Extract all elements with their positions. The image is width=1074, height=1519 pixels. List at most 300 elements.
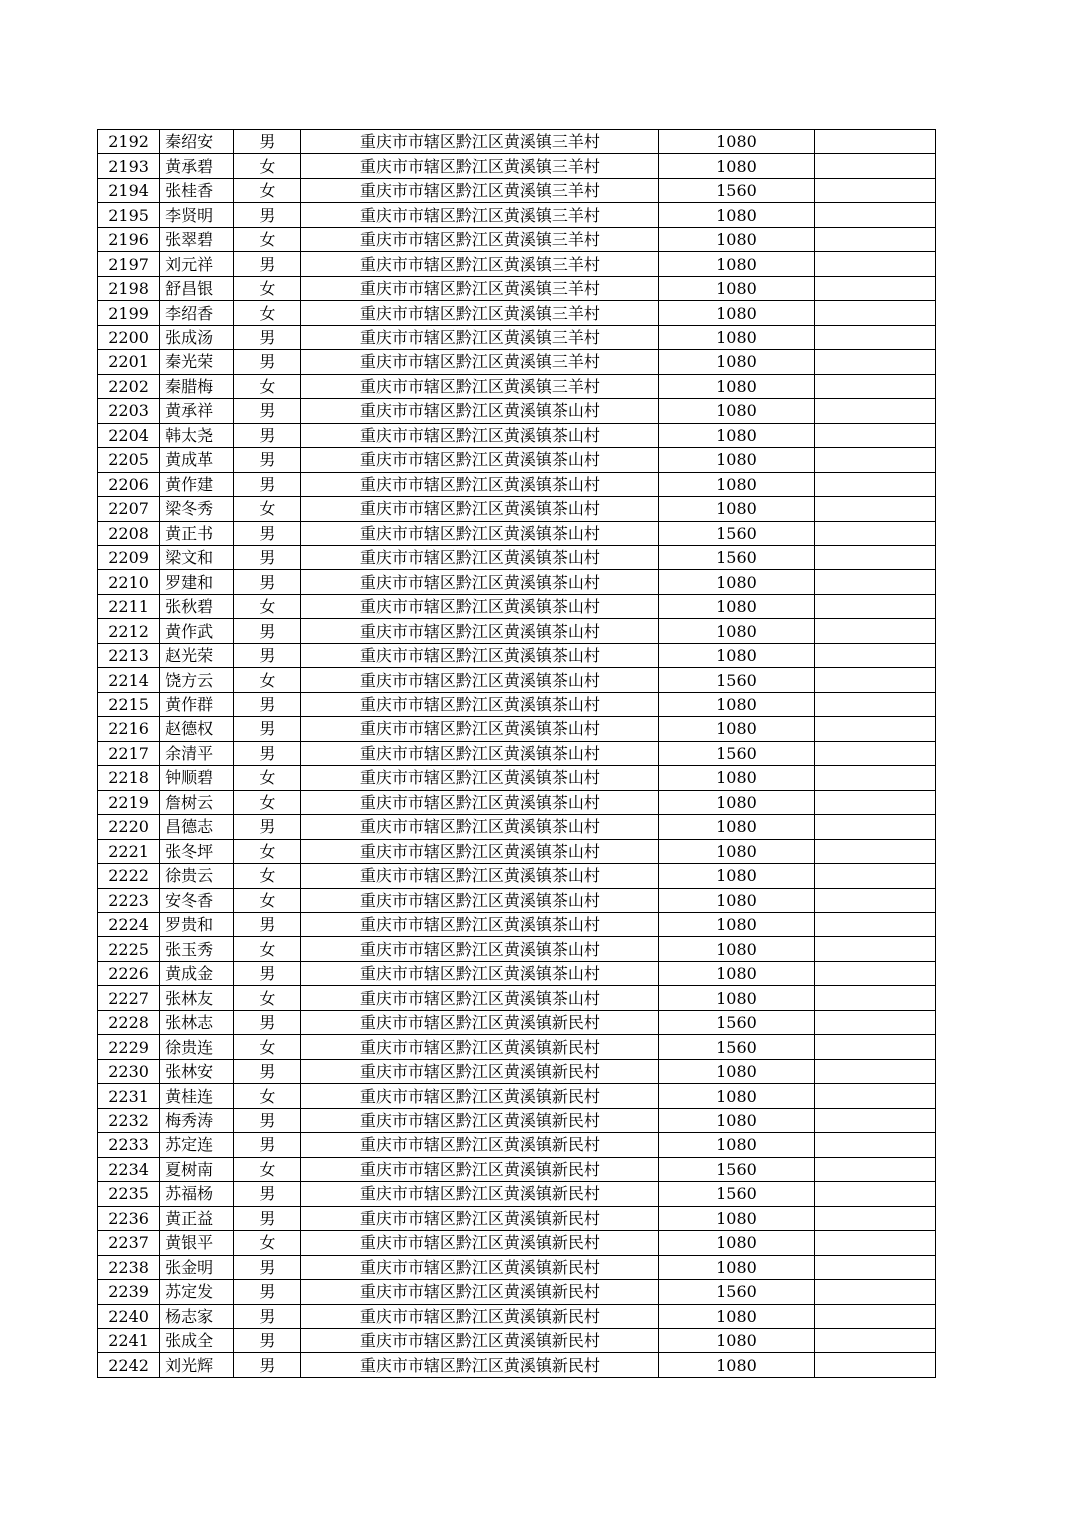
table-row [98, 1353, 936, 1377]
table-row [98, 961, 936, 985]
row-number-cell: 2198 [98, 276, 160, 300]
note-cell [814, 325, 935, 349]
address-cell: 重庆市市辖区黔江区黄溪镇新民村 [301, 1231, 659, 1255]
note-cell [814, 423, 935, 447]
note-cell [814, 399, 935, 423]
person-name-cell: 黄承祥 [160, 399, 234, 423]
row-number-cell: 2222 [98, 864, 160, 888]
address-cell: 重庆市市辖区黔江区黄溪镇茶山村 [301, 692, 659, 716]
person-name-cell: 昌德志 [160, 815, 234, 839]
amount-cell: 1080 [659, 790, 814, 814]
address-cell: 重庆市市辖区黔江区黄溪镇新民村 [301, 1035, 659, 1059]
row-number-cell: 2230 [98, 1059, 160, 1083]
gender-cell: 男 [234, 399, 301, 423]
person-name-cell: 张翠碧 [160, 227, 234, 251]
address-cell: 重庆市市辖区黔江区黄溪镇茶山村 [301, 423, 659, 447]
address-cell: 重庆市市辖区黔江区黄溪镇新民村 [301, 1255, 659, 1279]
amount-cell: 1080 [659, 619, 814, 643]
address-cell: 重庆市市辖区黔江区黄溪镇新民村 [301, 1084, 659, 1108]
table-row [98, 741, 936, 765]
gender-cell: 男 [234, 717, 301, 741]
table-row [98, 815, 936, 839]
table-row [98, 276, 936, 300]
note-cell [814, 913, 935, 937]
amount-cell: 1080 [659, 448, 814, 472]
amount-cell: 1080 [659, 325, 814, 349]
person-name-cell: 梁文和 [160, 545, 234, 569]
person-name-cell: 张桂香 [160, 178, 234, 202]
person-name-cell: 张林友 [160, 986, 234, 1010]
table-row [98, 252, 936, 276]
address-cell: 重庆市市辖区黔江区黄溪镇新民村 [301, 1133, 659, 1157]
note-cell [814, 154, 935, 178]
row-number-cell: 2219 [98, 790, 160, 814]
gender-cell: 女 [234, 1231, 301, 1255]
row-number-cell: 2214 [98, 668, 160, 692]
note-cell [814, 839, 935, 863]
person-name-cell: 梅秀涛 [160, 1108, 234, 1132]
person-name-cell: 刘光辉 [160, 1353, 234, 1377]
person-name-cell: 黄成金 [160, 961, 234, 985]
row-number-cell: 2197 [98, 252, 160, 276]
table-row [98, 594, 936, 618]
address-cell: 重庆市市辖区黔江区黄溪镇新民村 [301, 1328, 659, 1352]
table-row [98, 350, 936, 374]
person-name-cell: 黄作群 [160, 692, 234, 716]
row-number-cell: 2205 [98, 448, 160, 472]
table-row [98, 692, 936, 716]
row-number-cell: 2231 [98, 1084, 160, 1108]
address-cell: 重庆市市辖区黔江区黄溪镇茶山村 [301, 594, 659, 618]
note-cell [814, 937, 935, 961]
table-row [98, 1010, 936, 1034]
table-row [98, 986, 936, 1010]
person-name-cell: 黄承碧 [160, 154, 234, 178]
row-number-cell: 2238 [98, 1255, 160, 1279]
address-cell: 重庆市市辖区黔江区黄溪镇茶山村 [301, 668, 659, 692]
person-name-cell: 黄银平 [160, 1231, 234, 1255]
table-row [98, 227, 936, 251]
amount-cell: 1080 [659, 1133, 814, 1157]
person-name-cell: 秦腊梅 [160, 374, 234, 398]
address-cell: 重庆市市辖区黔江区黄溪镇新民村 [301, 1059, 659, 1083]
address-cell: 重庆市市辖区黔江区黄溪镇三羊村 [301, 301, 659, 325]
address-cell: 重庆市市辖区黔江区黄溪镇茶山村 [301, 937, 659, 961]
gender-cell: 男 [234, 1280, 301, 1304]
address-cell: 重庆市市辖区黔江区黄溪镇茶山村 [301, 399, 659, 423]
gender-cell: 男 [234, 1304, 301, 1328]
amount-cell: 1560 [659, 1280, 814, 1304]
table-row [98, 521, 936, 545]
gender-cell: 男 [234, 961, 301, 985]
row-number-cell: 2241 [98, 1328, 160, 1352]
row-number-cell: 2221 [98, 839, 160, 863]
gender-cell: 男 [234, 619, 301, 643]
address-cell: 重庆市市辖区黔江区黄溪镇茶山村 [301, 986, 659, 1010]
address-cell: 重庆市市辖区黔江区黄溪镇三羊村 [301, 227, 659, 251]
gender-cell: 男 [234, 1206, 301, 1230]
note-cell [814, 1010, 935, 1034]
person-name-cell: 詹树云 [160, 790, 234, 814]
amount-cell: 1080 [659, 1353, 814, 1377]
person-name-cell: 张林志 [160, 1010, 234, 1034]
table-row [98, 839, 936, 863]
table-row [98, 130, 936, 154]
address-cell: 重庆市市辖区黔江区黄溪镇新民村 [301, 1182, 659, 1206]
table-row [98, 203, 936, 227]
person-name-cell: 余清平 [160, 741, 234, 765]
note-cell [814, 1157, 935, 1181]
table-row [98, 913, 936, 937]
amount-cell: 1560 [659, 668, 814, 692]
gender-cell: 女 [234, 839, 301, 863]
address-cell: 重庆市市辖区黔江区黄溪镇茶山村 [301, 888, 659, 912]
row-number-cell: 2217 [98, 741, 160, 765]
gender-cell: 男 [234, 1108, 301, 1132]
table-row [98, 178, 936, 202]
note-cell [814, 1280, 935, 1304]
gender-cell: 男 [234, 203, 301, 227]
table-row [98, 497, 936, 521]
table-row [98, 1133, 936, 1157]
row-number-cell: 2237 [98, 1231, 160, 1255]
person-name-cell: 张成全 [160, 1328, 234, 1352]
gender-cell: 男 [234, 325, 301, 349]
row-number-cell: 2216 [98, 717, 160, 741]
gender-cell: 男 [234, 741, 301, 765]
table-row [98, 937, 936, 961]
note-cell [814, 1206, 935, 1230]
row-number-cell: 2236 [98, 1206, 160, 1230]
gender-cell: 女 [234, 276, 301, 300]
amount-cell: 1080 [659, 301, 814, 325]
amount-cell: 1080 [659, 961, 814, 985]
address-cell: 重庆市市辖区黔江区黄溪镇茶山村 [301, 913, 659, 937]
address-cell: 重庆市市辖区黔江区黄溪镇三羊村 [301, 276, 659, 300]
address-cell: 重庆市市辖区黔江区黄溪镇三羊村 [301, 203, 659, 227]
note-cell [814, 888, 935, 912]
person-name-cell: 苏福杨 [160, 1182, 234, 1206]
note-cell [814, 276, 935, 300]
row-number-cell: 2202 [98, 374, 160, 398]
amount-cell: 1080 [659, 766, 814, 790]
person-name-cell: 苏定连 [160, 1133, 234, 1157]
amount-cell: 1560 [659, 521, 814, 545]
address-cell: 重庆市市辖区黔江区黄溪镇三羊村 [301, 350, 659, 374]
amount-cell: 1080 [659, 570, 814, 594]
gender-cell: 男 [234, 350, 301, 374]
person-name-cell: 舒昌银 [160, 276, 234, 300]
amount-cell: 1080 [659, 423, 814, 447]
row-number-cell: 2234 [98, 1157, 160, 1181]
table-row [98, 643, 936, 667]
address-cell: 重庆市市辖区黔江区黄溪镇三羊村 [301, 130, 659, 154]
gender-cell: 女 [234, 301, 301, 325]
table-row [98, 423, 936, 447]
amount-cell: 1080 [659, 1084, 814, 1108]
table-row [98, 472, 936, 496]
address-cell: 重庆市市辖区黔江区黄溪镇茶山村 [301, 545, 659, 569]
note-cell [814, 178, 935, 202]
table-row [98, 1182, 936, 1206]
amount-cell: 1560 [659, 1157, 814, 1181]
person-name-cell: 夏树南 [160, 1157, 234, 1181]
address-cell: 重庆市市辖区黔江区黄溪镇三羊村 [301, 154, 659, 178]
amount-cell: 1080 [659, 1059, 814, 1083]
note-cell [814, 350, 935, 374]
amount-cell: 1080 [659, 986, 814, 1010]
table-row [98, 888, 936, 912]
row-number-cell: 2226 [98, 961, 160, 985]
person-name-cell: 钟顺碧 [160, 766, 234, 790]
amount-cell: 1080 [659, 594, 814, 618]
table-row [98, 1206, 936, 1230]
row-number-cell: 2196 [98, 227, 160, 251]
amount-cell: 1560 [659, 741, 814, 765]
address-cell: 重庆市市辖区黔江区黄溪镇茶山村 [301, 864, 659, 888]
table-row [98, 154, 936, 178]
address-cell: 重庆市市辖区黔江区黄溪镇茶山村 [301, 839, 659, 863]
person-name-cell: 饶方云 [160, 668, 234, 692]
row-number-cell: 2242 [98, 1353, 160, 1377]
person-name-cell: 赵光荣 [160, 643, 234, 667]
address-cell: 重庆市市辖区黔江区黄溪镇茶山村 [301, 521, 659, 545]
amount-cell: 1080 [659, 864, 814, 888]
address-cell: 重庆市市辖区黔江区黄溪镇茶山村 [301, 815, 659, 839]
gender-cell: 女 [234, 154, 301, 178]
table-row [98, 1255, 936, 1279]
amount-cell: 1560 [659, 178, 814, 202]
person-name-cell: 张冬坪 [160, 839, 234, 863]
gender-cell: 男 [234, 913, 301, 937]
amount-cell: 1080 [659, 252, 814, 276]
row-number-cell: 2215 [98, 692, 160, 716]
address-cell: 重庆市市辖区黔江区黄溪镇新民村 [301, 1280, 659, 1304]
note-cell [814, 815, 935, 839]
amount-cell: 1080 [659, 643, 814, 667]
row-number-cell: 2232 [98, 1108, 160, 1132]
gender-cell: 男 [234, 130, 301, 154]
person-name-cell: 秦光荣 [160, 350, 234, 374]
note-cell [814, 766, 935, 790]
table-row [98, 448, 936, 472]
table-row [98, 1304, 936, 1328]
amount-cell: 1080 [659, 227, 814, 251]
amount-cell: 1080 [659, 717, 814, 741]
note-cell [814, 1231, 935, 1255]
address-cell: 重庆市市辖区黔江区黄溪镇新民村 [301, 1304, 659, 1328]
amount-cell: 1080 [659, 399, 814, 423]
table-row [98, 1059, 936, 1083]
note-cell [814, 545, 935, 569]
amount-cell: 1080 [659, 1231, 814, 1255]
address-cell: 重庆市市辖区黔江区黄溪镇新民村 [301, 1108, 659, 1132]
gender-cell: 女 [234, 766, 301, 790]
row-number-cell: 2203 [98, 399, 160, 423]
roster-body [98, 130, 936, 1378]
note-cell [814, 301, 935, 325]
row-number-cell: 2233 [98, 1133, 160, 1157]
note-cell [814, 741, 935, 765]
row-number-cell: 2193 [98, 154, 160, 178]
note-cell [814, 252, 935, 276]
note-cell [814, 692, 935, 716]
person-name-cell: 黄桂连 [160, 1084, 234, 1108]
amount-cell: 1080 [659, 497, 814, 521]
amount-cell: 1080 [659, 1304, 814, 1328]
note-cell [814, 864, 935, 888]
row-number-cell: 2199 [98, 301, 160, 325]
note-cell [814, 448, 935, 472]
address-cell: 重庆市市辖区黔江区黄溪镇茶山村 [301, 717, 659, 741]
note-cell [814, 1353, 935, 1377]
gender-cell: 女 [234, 374, 301, 398]
address-cell: 重庆市市辖区黔江区黄溪镇三羊村 [301, 374, 659, 398]
amount-cell: 1080 [659, 374, 814, 398]
gender-cell: 男 [234, 1059, 301, 1083]
person-name-cell: 罗贵和 [160, 913, 234, 937]
row-number-cell: 2227 [98, 986, 160, 1010]
table-row [98, 1157, 936, 1181]
note-cell [814, 961, 935, 985]
note-cell [814, 1182, 935, 1206]
gender-cell: 女 [234, 178, 301, 202]
address-cell: 重庆市市辖区黔江区黄溪镇茶山村 [301, 790, 659, 814]
amount-cell: 1560 [659, 1035, 814, 1059]
note-cell [814, 643, 935, 667]
person-name-cell: 苏定发 [160, 1280, 234, 1304]
gender-cell: 男 [234, 570, 301, 594]
note-cell [814, 1108, 935, 1132]
row-number-cell: 2235 [98, 1182, 160, 1206]
note-cell [814, 1255, 935, 1279]
amount-cell: 1080 [659, 839, 814, 863]
gender-cell: 男 [234, 692, 301, 716]
gender-cell: 男 [234, 1133, 301, 1157]
gender-cell: 男 [234, 1328, 301, 1352]
table-row [98, 766, 936, 790]
person-name-cell: 张秋碧 [160, 594, 234, 618]
note-cell [814, 986, 935, 1010]
amount-cell: 1560 [659, 1182, 814, 1206]
table-row [98, 1084, 936, 1108]
table-row [98, 374, 936, 398]
amount-cell: 1080 [659, 815, 814, 839]
row-number-cell: 2240 [98, 1304, 160, 1328]
table-row [98, 1231, 936, 1255]
amount-cell: 1080 [659, 1255, 814, 1279]
address-cell: 重庆市市辖区黔江区黄溪镇茶山村 [301, 570, 659, 594]
row-number-cell: 2223 [98, 888, 160, 912]
address-cell: 重庆市市辖区黔江区黄溪镇新民村 [301, 1010, 659, 1034]
person-name-cell: 黄作武 [160, 619, 234, 643]
table-row [98, 1035, 936, 1059]
row-number-cell: 2212 [98, 619, 160, 643]
amount-cell: 1080 [659, 913, 814, 937]
gender-cell: 女 [234, 227, 301, 251]
row-number-cell: 2195 [98, 203, 160, 227]
address-cell: 重庆市市辖区黔江区黄溪镇茶山村 [301, 497, 659, 521]
gender-cell: 男 [234, 815, 301, 839]
gender-cell: 女 [234, 1084, 301, 1108]
gender-cell: 女 [234, 790, 301, 814]
row-number-cell: 2207 [98, 497, 160, 521]
amount-cell: 1080 [659, 203, 814, 227]
amount-cell: 1080 [659, 276, 814, 300]
note-cell [814, 717, 935, 741]
person-name-cell: 安冬香 [160, 888, 234, 912]
row-number-cell: 2201 [98, 350, 160, 374]
gender-cell: 女 [234, 864, 301, 888]
row-number-cell: 2224 [98, 913, 160, 937]
amount-cell: 1080 [659, 692, 814, 716]
gender-cell: 男 [234, 1255, 301, 1279]
gender-cell: 男 [234, 1010, 301, 1034]
amount-cell: 1080 [659, 888, 814, 912]
address-cell: 重庆市市辖区黔江区黄溪镇茶山村 [301, 766, 659, 790]
gender-cell: 男 [234, 423, 301, 447]
person-name-cell: 黄作建 [160, 472, 234, 496]
table-row [98, 1328, 936, 1352]
note-cell [814, 1035, 935, 1059]
table-row [98, 864, 936, 888]
row-number-cell: 2213 [98, 643, 160, 667]
note-cell [814, 594, 935, 618]
address-cell: 重庆市市辖区黔江区黄溪镇新民村 [301, 1157, 659, 1181]
address-cell: 重庆市市辖区黔江区黄溪镇茶山村 [301, 643, 659, 667]
row-number-cell: 2220 [98, 815, 160, 839]
amount-cell: 1080 [659, 472, 814, 496]
amount-cell: 1560 [659, 545, 814, 569]
person-name-cell: 张金明 [160, 1255, 234, 1279]
gender-cell: 女 [234, 1035, 301, 1059]
note-cell [814, 1059, 935, 1083]
note-cell [814, 1084, 935, 1108]
note-cell [814, 1304, 935, 1328]
note-cell [814, 619, 935, 643]
row-number-cell: 2208 [98, 521, 160, 545]
person-name-cell: 张玉秀 [160, 937, 234, 961]
roster-table [97, 129, 936, 1378]
table-row [98, 1280, 936, 1304]
note-cell [814, 374, 935, 398]
amount-cell: 1560 [659, 1010, 814, 1034]
address-cell: 重庆市市辖区黔江区黄溪镇茶山村 [301, 472, 659, 496]
row-number-cell: 2228 [98, 1010, 160, 1034]
amount-cell: 1080 [659, 1206, 814, 1230]
person-name-cell: 赵德权 [160, 717, 234, 741]
note-cell [814, 570, 935, 594]
gender-cell: 男 [234, 545, 301, 569]
row-number-cell: 2211 [98, 594, 160, 618]
address-cell: 重庆市市辖区黔江区黄溪镇茶山村 [301, 741, 659, 765]
person-name-cell: 黄正益 [160, 1206, 234, 1230]
person-name-cell: 杨志家 [160, 1304, 234, 1328]
person-name-cell: 刘元祥 [160, 252, 234, 276]
address-cell: 重庆市市辖区黔江区黄溪镇新民村 [301, 1353, 659, 1377]
note-cell [814, 1133, 935, 1157]
person-name-cell: 梁冬秀 [160, 497, 234, 521]
table-row [98, 1108, 936, 1132]
person-name-cell: 秦绍安 [160, 130, 234, 154]
gender-cell: 女 [234, 1157, 301, 1181]
gender-cell: 男 [234, 252, 301, 276]
note-cell [814, 130, 935, 154]
note-cell [814, 1328, 935, 1352]
amount-cell: 1080 [659, 350, 814, 374]
gender-cell: 男 [234, 521, 301, 545]
gender-cell: 女 [234, 888, 301, 912]
